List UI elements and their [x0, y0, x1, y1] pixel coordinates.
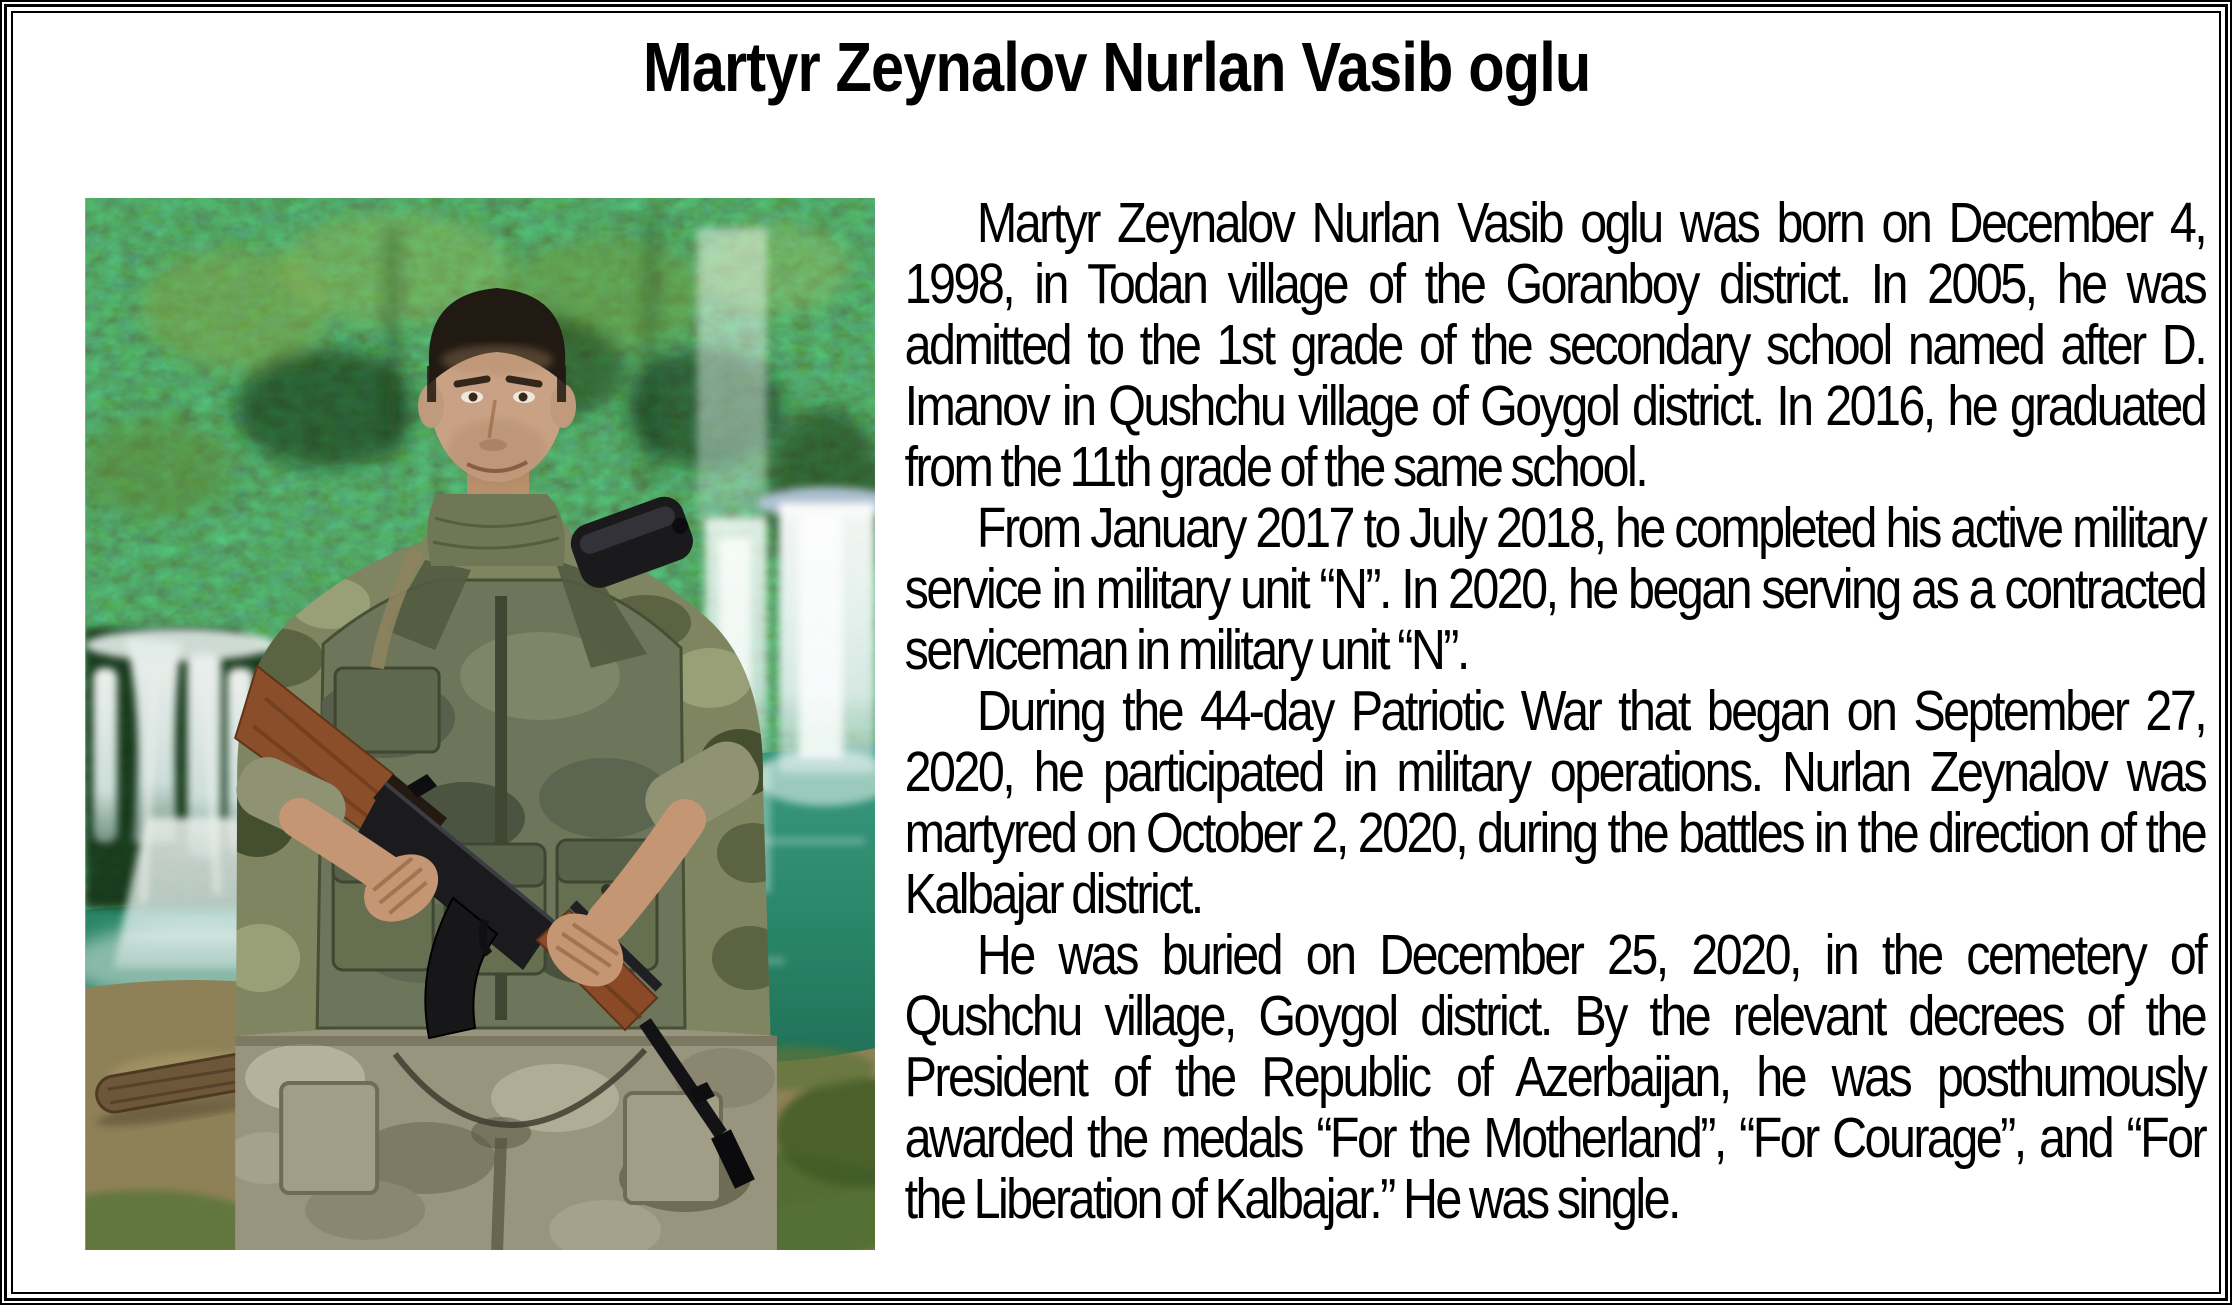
paragraph-3: During the 44-day Patriotic War that began on September 27, 2020, he participated in military operations. Nurlan Zeynalov was martyred on October 2, 2020, during the battles in the direction of the Kalbajar district.	[904, 679, 2206, 926]
biography-text	[28, 193, 2205, 1230]
paragraph-1: Martyr Zeynalov Nurlan Vasib oglu was born on December 4, 1998, in Todan village of the Goranboy district. In 2005, he was admitted to the 1st grade of the secondary school named after D. Imanov in Qushchu village of Goygol district. In 2016, he graduated from the 11th grade of the same school.	[904, 191, 2206, 499]
paragraph-4: He was buried on December 25, 2020, in the cemetery of Qushchu village, Goygol district. By the relevant decrees of the President of the Republic of Azerbaijan, he was posthumously awarded the medals “For the Motherland”, “For Courage”, and “For the Liberation of Kalbajar.” He was single.	[904, 923, 2206, 1231]
camouflage-pants	[225, 1025, 777, 1250]
page-content	[13, 13, 2219, 1292]
martyr-photo	[85, 198, 875, 1250]
paragraph-2: From January 2017 to July 2018, he completed his active military service in military unit “N”. In 2020, he began serving as a contracted serviceman in military unit “N”.	[904, 496, 2206, 682]
martyr-photo-illustration	[85, 198, 875, 1250]
page-title: Martyr Zeynalov Nurlan Vasib oglu	[643, 28, 1591, 106]
